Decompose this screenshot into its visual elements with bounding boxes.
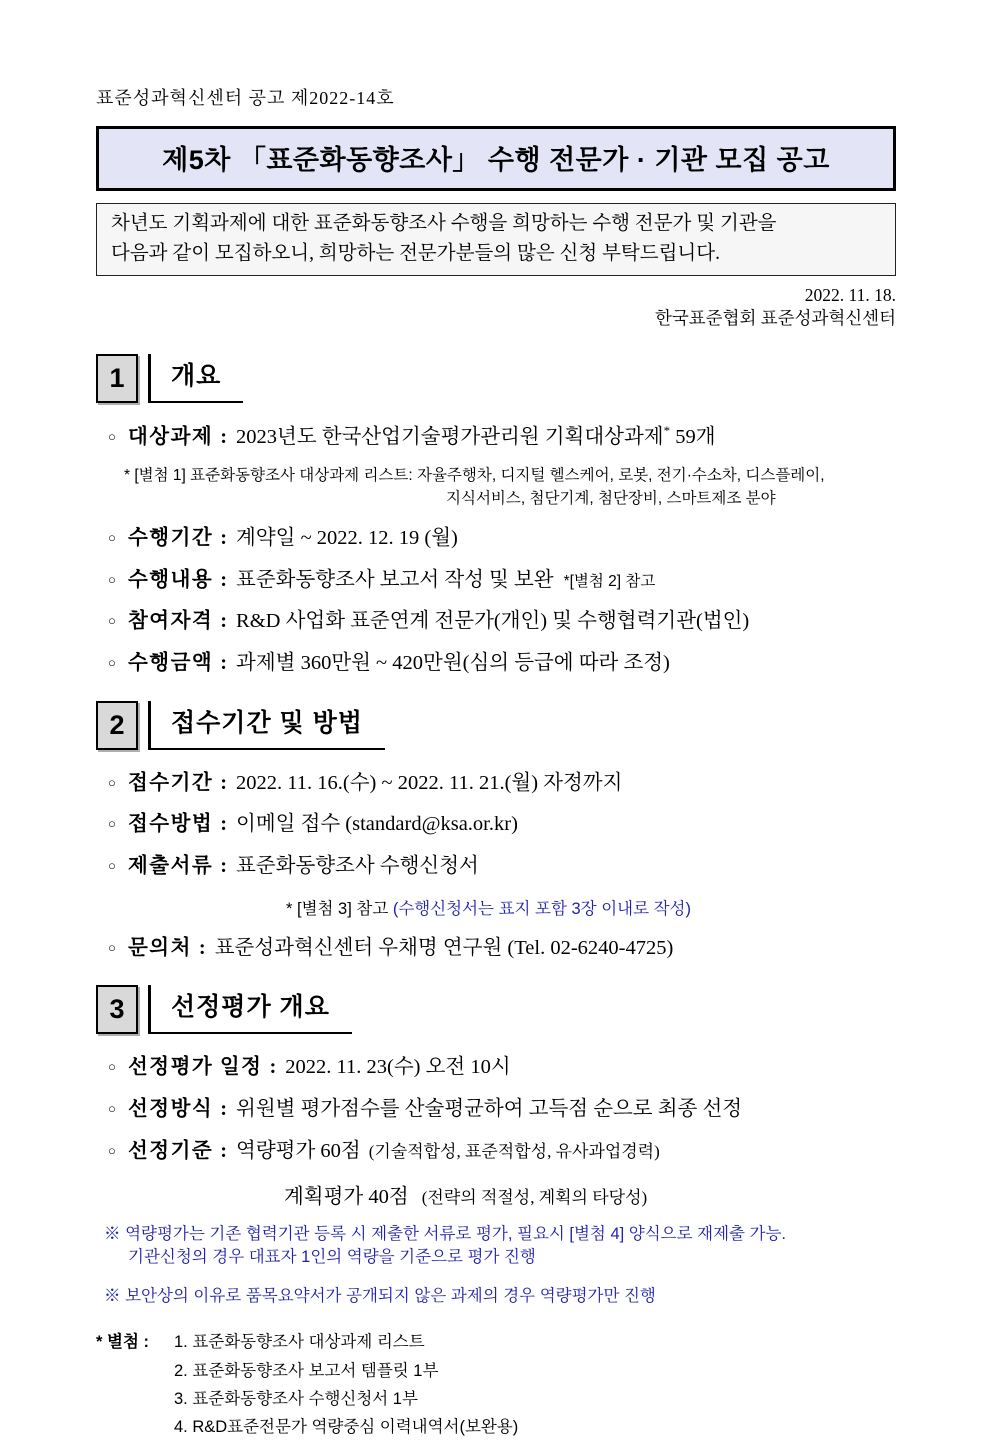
attachment-item-2: 2. 표준화동향조사 보고서 템플릿 1부	[174, 1361, 439, 1380]
item-label: 선정기준	[128, 1139, 214, 1162]
bullet-icon: ○	[108, 816, 116, 832]
criteria-detail-note: (전략의 적절성, 계획의 타당성)	[421, 1188, 648, 1208]
meta-block	[96, 284, 896, 330]
attachment1-note-line1: * [별첨 1] 표준화동향조사 대상과제 리스트: 자율주행차, 디지털 헬스케어, 로봇, 전기·수소차, 디스플레이,	[124, 467, 825, 485]
bullet-icon: ○	[108, 1059, 116, 1075]
item-label: 선정평가 일정	[128, 1056, 263, 1079]
item-value: 과제별 360만원 ~ 420만원(심의 등급에 따라 조정)	[236, 652, 670, 675]
eval-note-1-line2: 기관신청의 경우 대표자 1인의 역량을 기준으로 평가 진행	[128, 1248, 536, 1267]
item-value: 계획평가 40점	[284, 1186, 409, 1209]
title-box	[96, 126, 896, 191]
attachment1-note	[124, 465, 896, 510]
item-colon: :	[220, 1139, 228, 1162]
item-colon: :	[220, 771, 228, 794]
item-label: 수행금액	[128, 652, 214, 675]
item-content	[96, 567, 896, 594]
bullet-icon: ○	[108, 858, 116, 873]
item-colon: :	[220, 855, 228, 877]
item-value: 위원별 평가점수를 산술평균하여 고득점 순으로 최종 선정	[236, 1097, 743, 1120]
item-label: 제출서류	[128, 855, 214, 877]
section-1-header	[96, 354, 896, 403]
item-period	[96, 525, 896, 552]
bullet-icon: ○	[108, 939, 116, 955]
item-colon: :	[220, 527, 228, 550]
item-label: 수행내용	[128, 568, 214, 591]
section-2-header	[96, 701, 896, 750]
bullet-icon: ○	[108, 1100, 116, 1116]
attachment1-note-line2: 지식서비스, 첨단기계, 첨단장비, 스마트제조 분야	[446, 489, 776, 507]
attachment-item-3: 3. 표준화동향조사 수행신청서 1부	[174, 1389, 418, 1408]
attachment2-note: *[별첨 2] 참고	[563, 572, 656, 590]
item-colon: :	[220, 425, 228, 448]
attachment3-note	[286, 895, 896, 919]
item-label: 대상과제	[128, 425, 214, 448]
item-value: 2022. 11. 16.(수) ~ 2022. 11. 21.(월) 자정까지	[236, 771, 623, 794]
attachment3-note-black: * [별첨 3] 참고	[286, 899, 393, 918]
bullet-icon: ○	[108, 1142, 116, 1158]
item-label: 접수기간	[128, 771, 214, 794]
item-value: R&D 사업화 표준연계 전문가(개인) 및 수행협력기관(법인)	[236, 610, 750, 633]
section-3-title: 선정평가 개요	[171, 993, 330, 1022]
section-1-number: 1	[96, 354, 138, 403]
item-apply-method	[96, 811, 896, 838]
item-value: 이메일 접수 (standard@ksa.or.kr)	[236, 813, 518, 836]
attachments-label: * 별첨 :	[96, 1333, 149, 1352]
eval-note-1	[104, 1223, 896, 1269]
attachments-items	[174, 1328, 518, 1440]
doc-number: 표준성과혁신센터 공고 제2022-14호	[96, 88, 395, 108]
bullet-icon: ○	[108, 613, 116, 629]
section-3-number: 3	[96, 985, 138, 1034]
item-apply-period	[96, 770, 896, 797]
organization-name: 한국표준협회 표준성과혁신센터	[654, 308, 896, 328]
announcement-date: 2022. 11. 18.	[804, 285, 896, 306]
attachment-item-1: 1. 표준화동향조사 대상과제 리스트	[174, 1333, 425, 1352]
item-label: 문의처	[128, 936, 192, 959]
item-eval-schedule	[96, 1054, 896, 1081]
section-2-number: 2	[96, 701, 138, 750]
item-colon: :	[220, 652, 228, 675]
section-3-title-wrap	[148, 985, 352, 1034]
item-label: 선정방식	[128, 1097, 214, 1120]
section-1-title: 개요	[171, 361, 222, 390]
section-3-header	[96, 985, 896, 1034]
item-label: 접수방법	[128, 813, 214, 836]
item-value: 계약일 ~ 2022. 12. 19 (월)	[236, 527, 458, 550]
superscript-asterisk: *	[663, 422, 671, 438]
page-title: 제5차 「표준화동향조사」 수행 전문가 · 기관 모집 공고	[162, 145, 830, 175]
item-colon: :	[220, 813, 228, 836]
section-2-title-wrap	[148, 701, 385, 750]
intro-line-1: 차년도 기획과제에 대한 표준화동향조사 수행을 희망하는 수행 전문가 및 기관을	[111, 213, 777, 234]
bullet-icon: ○	[108, 571, 116, 587]
bullet-icon: ○	[108, 530, 116, 546]
item-documents	[96, 853, 896, 880]
item-value	[236, 423, 715, 450]
item-value-tail: 59개	[675, 425, 716, 448]
intro-box	[96, 203, 896, 276]
item-value: 표준화동향조사 보고서 작성 및 보완	[236, 568, 554, 591]
item-value: 역량평가 60점	[236, 1139, 361, 1162]
item-eligibility	[96, 608, 896, 635]
criteria-detail-note: (기술적합성, 표준적합성, 유사과업경력)	[368, 1141, 660, 1161]
item-eval-criteria-2	[284, 1179, 896, 1209]
item-label: 수행기간	[128, 527, 214, 550]
item-colon: :	[220, 610, 228, 633]
item-colon: :	[269, 1056, 277, 1079]
item-amount	[96, 650, 896, 677]
item-value: 2022. 11. 23(수) 오전 10시	[285, 1056, 511, 1079]
item-value-main: 2023년도 한국산업기술평가관리원 기획대상과제	[236, 425, 664, 448]
item-contact	[96, 935, 896, 962]
item-label: 참여자격	[128, 610, 214, 633]
section-2-title: 접수기간 및 방법	[171, 708, 363, 737]
attachment3-note-blue: (수행신청서는 표지 포함 3장 이내로 작성)	[392, 899, 691, 918]
item-value: 표준성과혁신센터 우채명 연구원 (Tel. 02-6240-4725)	[214, 936, 674, 959]
item-colon: :	[220, 568, 228, 591]
bullet-icon: ○	[108, 655, 116, 671]
attachment-item-4: 4. R&D표준전문가 역량중심 이력내역서(보완용)	[174, 1417, 519, 1436]
item-target-project	[96, 423, 896, 450]
bullet-icon: ○	[108, 428, 116, 444]
eval-note-1-line1: ※ 역량평가는 기존 협력기관 등록 시 제출한 서류로 평가, 필요시 [별첨 4] 양식으로 재제출 가능.	[104, 1225, 786, 1244]
intro-line-2: 다음과 같이 모집하오니, 희망하는 전문가분들의 많은 신청 부탁드립니다.	[111, 242, 720, 264]
eval-note-2: ※ 보안상의 이유로 품목요약서가 공개되지 않은 과제의 경우 역량평가만 진행	[104, 1287, 656, 1306]
item-eval-criteria	[96, 1138, 896, 1165]
item-eval-method	[96, 1096, 896, 1123]
item-colon: :	[198, 936, 206, 959]
attachments-list	[96, 1328, 896, 1440]
bullet-icon: ○	[108, 774, 116, 790]
item-value: 표준화동향조사 수행신청서	[236, 855, 479, 877]
item-colon: :	[220, 1097, 228, 1120]
section-1-title-wrap	[148, 354, 243, 403]
